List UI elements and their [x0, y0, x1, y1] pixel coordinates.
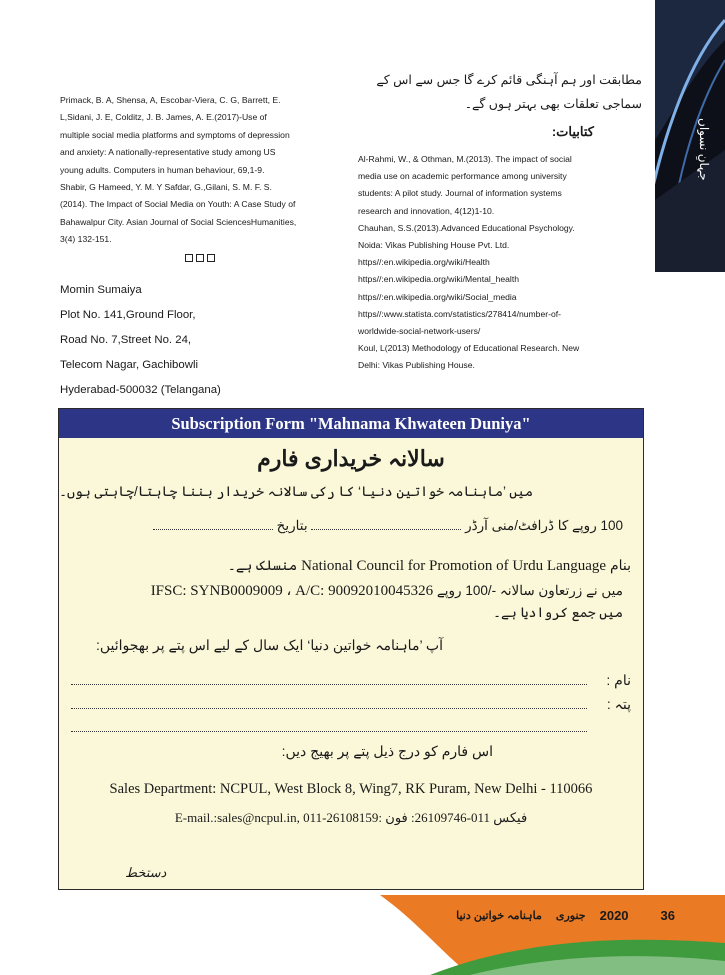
ref-line: media use on academic performance among university	[358, 171, 567, 182]
ref-line: students: A pilot study. Journal of information systems	[358, 188, 562, 199]
form-phone-label: فون	[385, 810, 408, 825]
ref-line: worldwide-social-network-users/	[358, 326, 481, 337]
form-urdu-title: سالانہ خریداری فارم	[257, 446, 445, 471]
author-address-line: Road No. 7,Street No. 24,	[60, 334, 192, 346]
form-email: E-mail.:sales@ncpul.in, 011-26108159:	[174, 810, 383, 825]
author-address-line: Hyderabad-500032 (Telangana)	[60, 384, 221, 396]
section-end-mark	[185, 254, 215, 263]
form-deposited-text: میں جمع کروادیا ہے۔	[493, 605, 623, 620]
ref-line: (2014). The Impact of Social Media on Youth: A Case Study of	[60, 199, 296, 210]
ref-line: multiple social media platforms and symptoms of depression	[60, 129, 290, 140]
form-address-field[interactable]	[71, 708, 587, 709]
form-amount-label: 100 روپے کا ڈرافٹ/منی آرڈر	[465, 518, 623, 533]
form-title: Subscription Form "Mahnama Khwateen Duniya"	[59, 409, 643, 438]
ref-line: Primack, B. A, Shensa, A, Escobar-Viera, C. G, Barrett, E.	[60, 95, 281, 105]
ref-line: and anxiety: A nationally-representative study among US	[60, 147, 276, 158]
form-address-label: پتہ :	[606, 696, 631, 712]
form-signature-label: دستخط	[125, 865, 167, 880]
form-date-label: بتاریخ	[276, 518, 308, 533]
form-payment-line	[153, 518, 623, 534]
urdu-paragraph: مطابقت اور ہم آہنگی قائم کرے گا جس سے اس کے سماجی تعلقات بھی بہتر ہوں گے۔	[376, 73, 642, 111]
form-payee-org: National Council for Promotion of Urdu Language	[301, 558, 607, 574]
footer-year: 2020	[599, 908, 629, 923]
ref-line: Bahawalpur City. Asian Journal of Social SciencesHumanities,	[60, 216, 297, 227]
corner-label: جہانِ نسواں	[697, 118, 711, 181]
form-draft-field[interactable]	[311, 519, 461, 530]
form-address-field-2[interactable]	[71, 731, 587, 732]
form-intro: میں ’ماہنامہ خواتین دنیا‘ کا رکی سالانہ خریدار بننا چاہتا/چاہتی ہوں۔	[59, 484, 533, 499]
form-bank-line	[151, 581, 623, 600]
footer-magazine-name: ماہنامہ خواتین دنیا	[456, 910, 542, 922]
footer-info	[455, 908, 675, 923]
form-name-row	[71, 672, 631, 694]
author-block	[60, 278, 310, 403]
ref-line: Al-Rahmi, W., & Othman, M.(2013). The impact of social	[358, 154, 572, 164]
ref-line: https//:www.statista.com/statistics/278414/number-of-	[358, 308, 561, 319]
author-name: Momin Sumaiya	[60, 284, 142, 296]
page-footer	[0, 895, 725, 975]
form-payee-suffix: منسلک ہے۔	[227, 557, 298, 573]
ref-line: Shabir, G Hameed, Y. M. Y Safdar, G.,Gilani, S. M. F. S.	[60, 182, 272, 193]
right-references	[358, 151, 644, 375]
subscription-form	[58, 408, 644, 890]
form-phone-number: 011-26109746:	[411, 810, 491, 825]
form-name-field[interactable]	[71, 684, 587, 685]
form-name-label: نام :	[606, 672, 631, 688]
ref-line: https//:en.wikipedia.org/wiki/Mental_health	[358, 274, 519, 285]
ref-line: Delhi: Vikas Publishing House.	[358, 360, 475, 371]
form-payee-prefix: بنام	[609, 557, 631, 573]
form-payee-line	[71, 557, 631, 575]
form-address-row	[71, 696, 631, 718]
footer-month: جنوری	[555, 910, 586, 922]
form-send-request: آپ ’ماہنامہ خواتین دنیا‘ ایک سال کے لیے اس پتے پر بھجوائیں:	[95, 637, 443, 653]
form-sales-address: Sales Department: NCPUL, West Block 8, Wing7, RK Puram, New Delhi - 110066	[109, 781, 593, 797]
ref-line: Koul, L(2013) Methodology of Educational Research. New	[358, 343, 580, 354]
author-address-line: Telecom Nagar, Gachibowli	[60, 359, 199, 371]
left-references	[60, 92, 348, 249]
page-number: 36	[660, 908, 675, 923]
form-address-row-2	[71, 719, 631, 741]
form-fax-label: فیکس	[493, 810, 528, 825]
ref-line: Chauhan, S.S.(2013).Advanced Educational Psychology.	[358, 222, 575, 233]
bibliography-heading: کتابیات:	[551, 124, 594, 139]
ref-line: Noida: Vikas Publishing House Pvt. Ltd.	[358, 240, 510, 251]
form-mail-instruction: اس فارم کو درج ذیل پتے پر بھیج دیں:	[281, 743, 493, 759]
ref-line: L,Sidani, J. E, Colditz, J. B. James, A. E.(2017)-Use of	[60, 112, 267, 123]
ref-line: young adults. Computers in human behaviour, 69,1-9.	[60, 164, 265, 175]
ref-line: https//:en.wikipedia.org/wiki/Social_media	[358, 291, 517, 302]
ref-line: 3(4) 132-151.	[60, 234, 112, 245]
form-contact-line	[59, 810, 643, 826]
ref-line: research and innovation, 4(12)1-10.	[358, 205, 495, 216]
form-bank-details: IFSC: SYNB0009009 ، A/C: 90092010045326	[150, 583, 434, 599]
form-date-field[interactable]	[153, 519, 273, 530]
form-contribution-text: میں نے زرتعاون سالانہ -/100 روپے	[436, 583, 623, 598]
ref-line: https//:en.wikipedia.org/wiki/Health	[358, 257, 490, 268]
corner-decoration	[655, 0, 725, 272]
author-address-line: Plot No. 141,Ground Floor,	[60, 309, 196, 321]
